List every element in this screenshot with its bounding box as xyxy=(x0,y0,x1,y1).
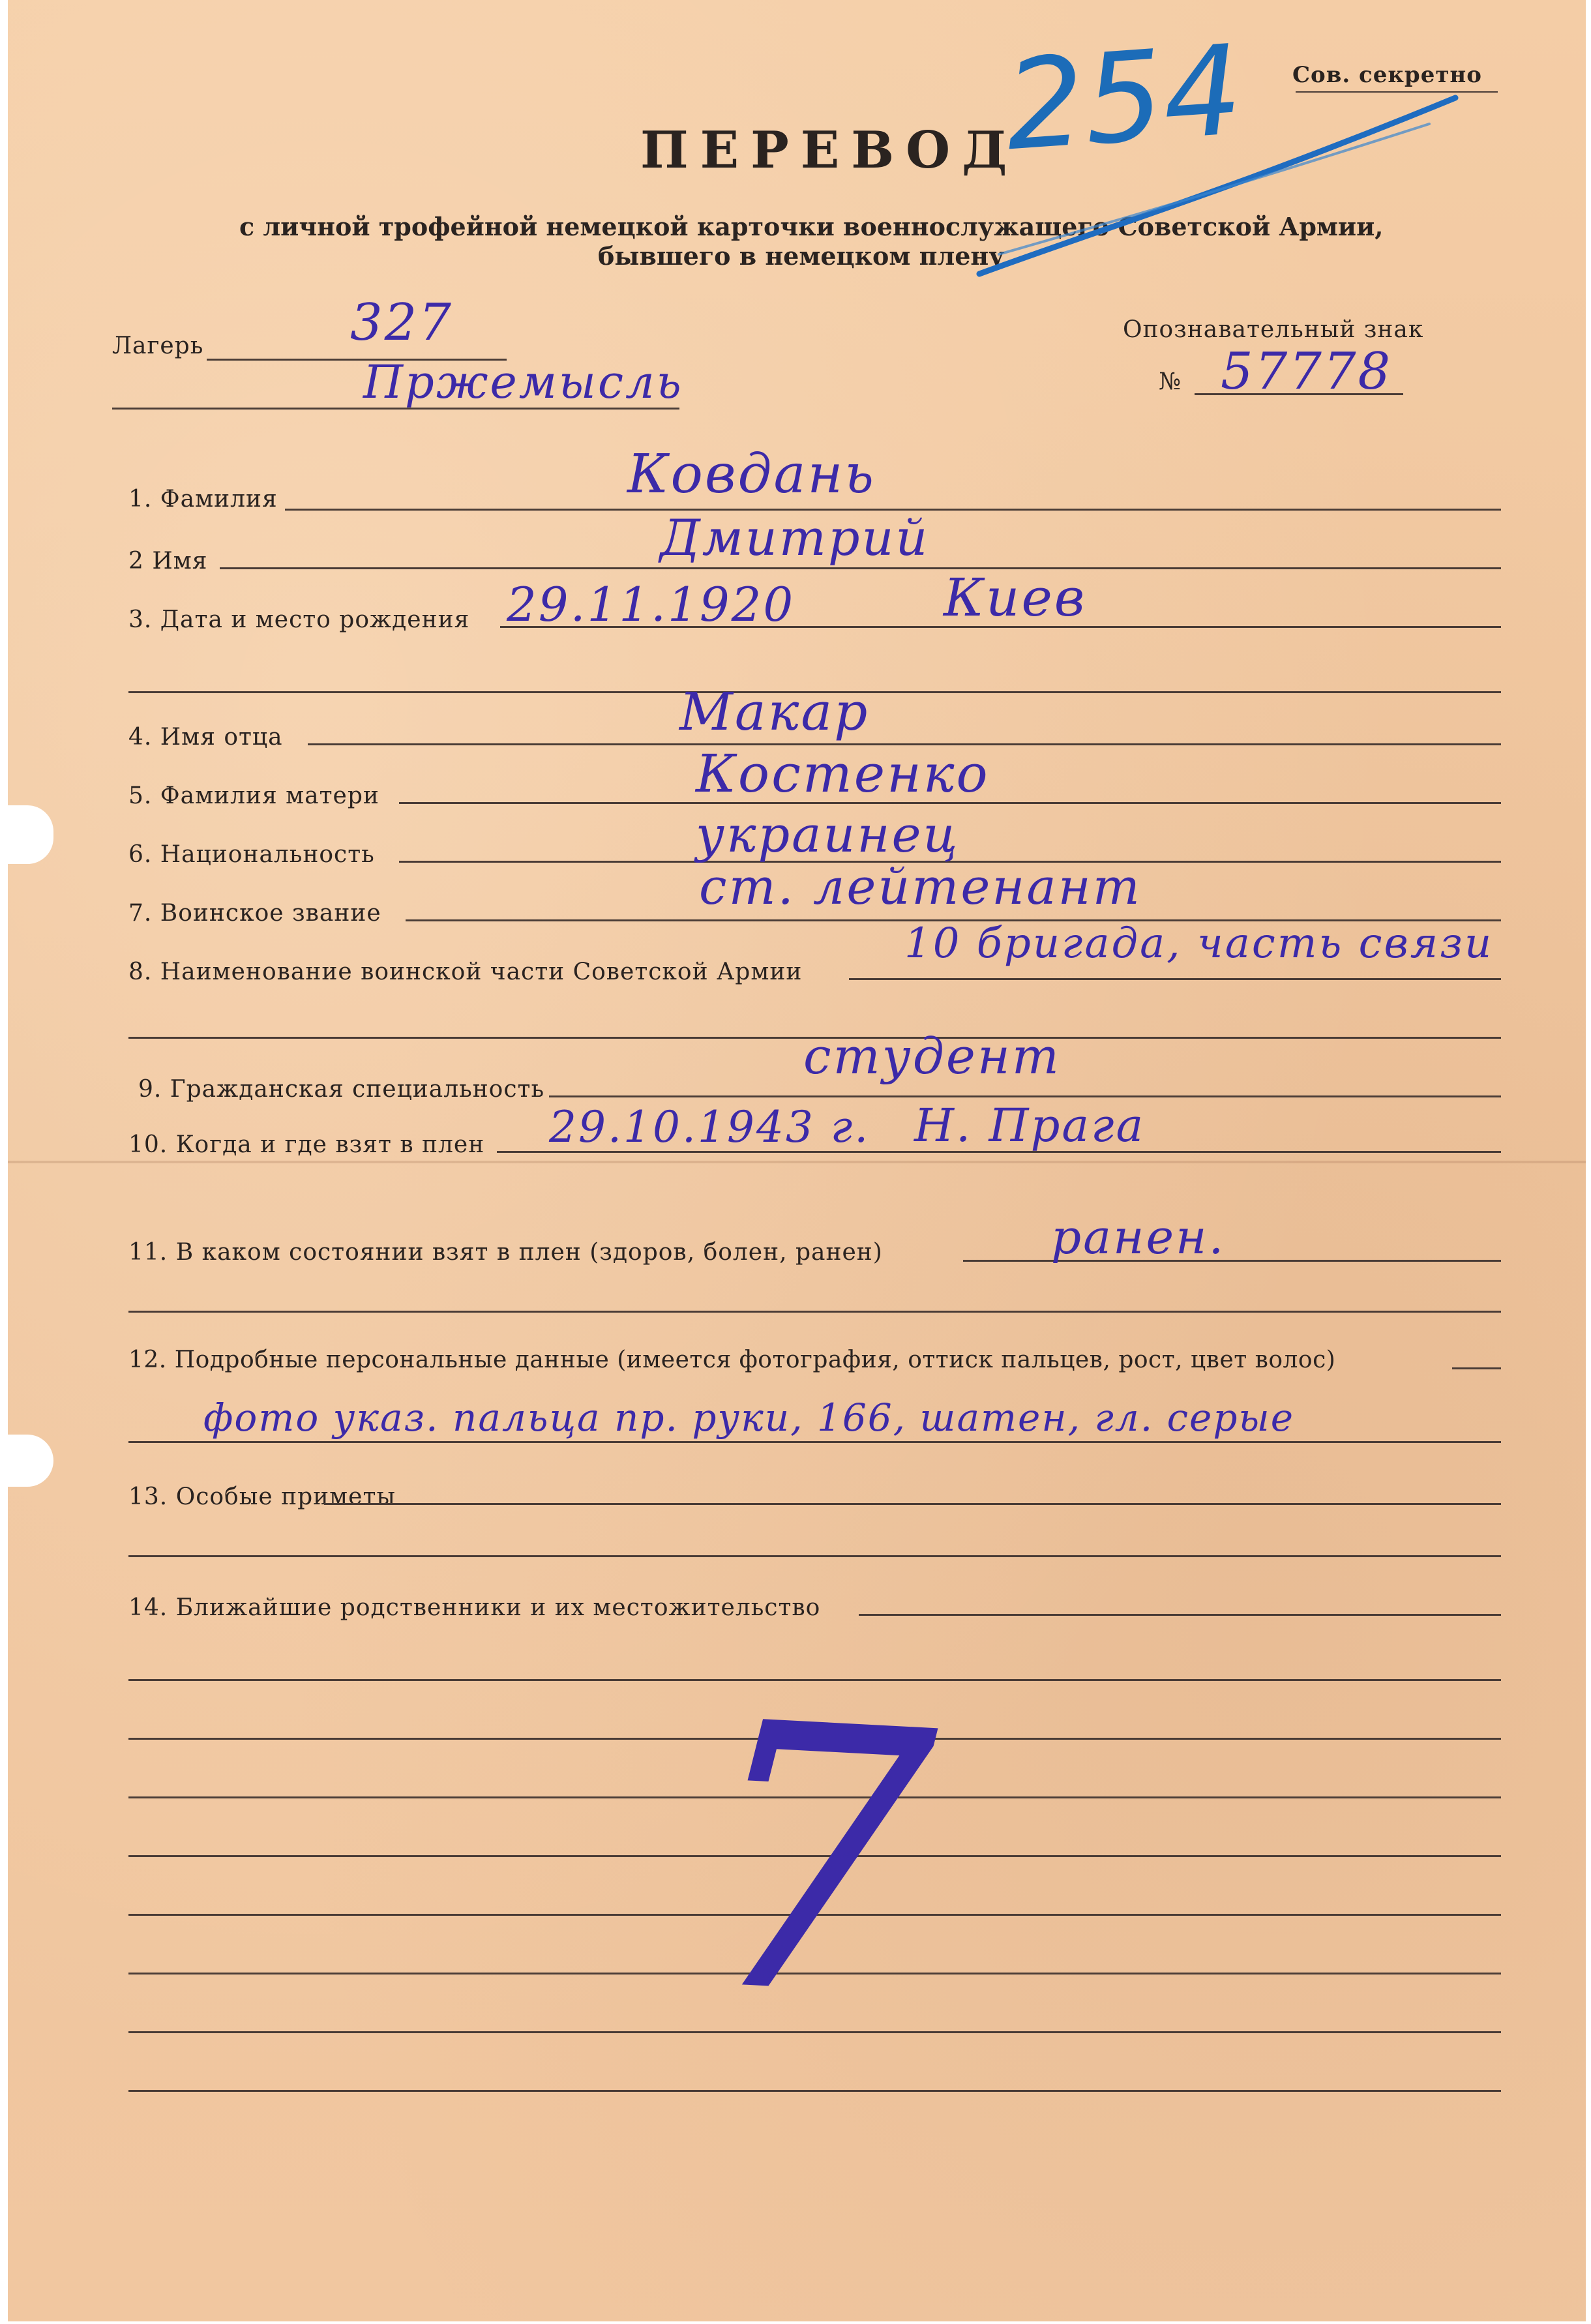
field-3-date: 29.11.1920 xyxy=(507,577,796,632)
handwritten-mark: 7 xyxy=(688,1644,943,2081)
field-1-label: 1. Фамилия xyxy=(128,486,278,513)
id-mark-no: № xyxy=(1159,368,1182,395)
camp-number: 327 xyxy=(350,293,453,352)
field-4-value: Макар xyxy=(679,681,870,742)
field-3-label: 3. Дата и место рождения xyxy=(128,606,470,633)
field-11-label: 11. В каком состоянии взят в плен (здоров, болен, ранен) xyxy=(128,1239,883,1266)
field-14-line xyxy=(859,1614,1501,1616)
blank-line xyxy=(128,2090,1501,2092)
field-7-value: ст. лейтенант xyxy=(699,857,1142,916)
field-6-label: 6. Национальность xyxy=(128,841,375,868)
field-9-line xyxy=(549,1095,1501,1097)
blue-pencil-stroke xyxy=(973,85,1468,287)
field-10-place: Н. Прага xyxy=(914,1099,1146,1152)
field-2-line xyxy=(220,567,1501,569)
field-2-label: 2 Имя xyxy=(128,548,208,574)
archive-number: 254 xyxy=(1000,18,1247,179)
subtitle-line-2: бывшего в немецком плену. xyxy=(598,241,1013,271)
field-13-line xyxy=(324,1503,1501,1505)
camp-label: Лагерь xyxy=(112,333,204,359)
field-12-line xyxy=(1452,1367,1501,1369)
camp-place: Пржемысль xyxy=(363,355,683,409)
fold-line xyxy=(8,1161,1586,1163)
secrecy-stamp: Сов. секретно xyxy=(1292,62,1482,88)
field-13-extra-line xyxy=(128,1555,1501,1557)
field-7-label: 7. Воинское звание xyxy=(128,900,381,927)
field-12-extra-line xyxy=(128,1441,1501,1443)
field-5-label: 5. Фамилия матери xyxy=(128,782,379,809)
field-6-value: украинец xyxy=(696,805,960,863)
field-9-label: 9. Гражданская специальность xyxy=(138,1076,545,1103)
field-12-label: 12. Подробные персональные данные (имеется фотография, оттиск пальцев, рост, цвет волос) xyxy=(128,1347,1336,1373)
subtitle-line-1: с личной трофейной немецкой карточки военнослужащего Советской Армии, xyxy=(239,212,1384,241)
field-1-value: Ковдань xyxy=(627,443,876,505)
field-14-label: 14. Ближайшие родственники и их местожительство xyxy=(128,1594,821,1621)
field-9-value: студент xyxy=(803,1027,1061,1085)
id-mark-label: Опознавательный знак xyxy=(1123,316,1424,343)
field-13-label: 13. Особые приметы xyxy=(128,1483,396,1510)
field-8-line xyxy=(849,978,1501,980)
field-5-value: Костенко xyxy=(696,743,990,804)
field-10-label: 10. Когда и где взят в плен xyxy=(128,1131,485,1158)
field-11-value: ранен. xyxy=(1051,1210,1226,1264)
paper-tear-notch xyxy=(8,805,53,864)
field-4-label: 4. Имя отца xyxy=(128,724,283,751)
field-11-extra-line xyxy=(128,1311,1501,1313)
field-12-value: фото указ. пальца пр. руки, 166, шатен, гл. серые xyxy=(203,1395,1295,1440)
field-8-label: 8. Наименование воинской части Советской Армии xyxy=(128,959,803,985)
field-11-line xyxy=(963,1260,1501,1262)
paper-tear-notch xyxy=(8,1435,53,1487)
field-8-value: 10 бригада, часть связи xyxy=(904,919,1494,968)
id-mark-value: 57778 xyxy=(1221,342,1393,401)
field-10-date: 29.10.1943 г. xyxy=(549,1102,870,1152)
document-title: ПЕРЕВОД xyxy=(640,121,1019,180)
field-3-place: Киев xyxy=(944,567,1087,628)
document-sheet xyxy=(8,0,1586,2321)
field-2-value: Дмитрий xyxy=(660,509,930,567)
